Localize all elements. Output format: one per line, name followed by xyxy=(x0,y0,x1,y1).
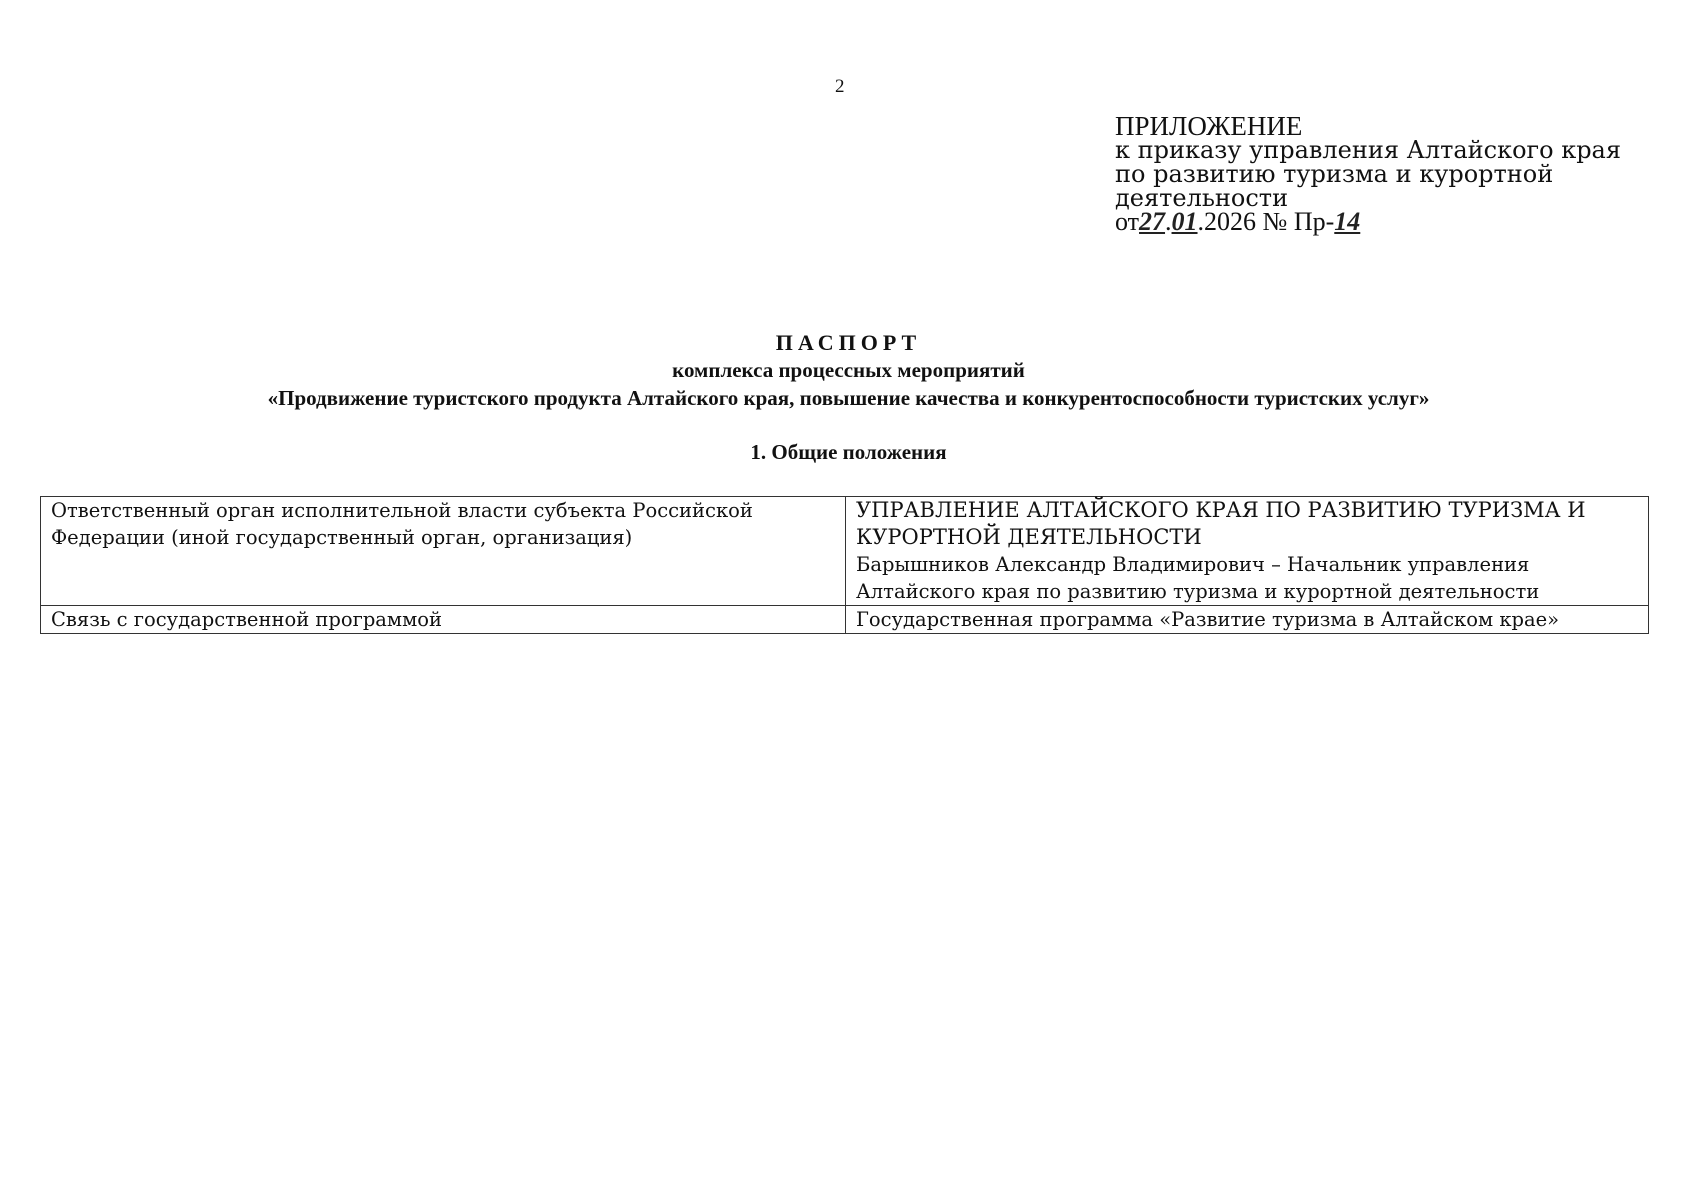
doc-subtitle: комплекса процессных мероприятий xyxy=(672,358,1025,382)
row-label: Ответственный орган исполнительной власти субъекта Российской Федерации (иной государственный орган, организация) xyxy=(41,497,846,606)
appendix-line: по развитию туризма и курортной xyxy=(1115,160,1554,188)
table-row xyxy=(41,497,1649,606)
appendix-line: деятельности xyxy=(1115,184,1289,212)
date-prefix: от xyxy=(1115,207,1140,236)
appendix-heading: ПРИЛОЖЕНИЕ xyxy=(1115,111,1303,141)
org-name: УПРАВЛЕНИЕ АЛТАЙСКОГО КРАЯ ПО РАЗВИТИЮ ТУРИЗМА И КУРОРТНОЙ ДЕЯТЕЛЬНОСТИ xyxy=(856,498,1586,549)
handwritten-month: 01 xyxy=(1171,207,1198,236)
page-number: 2 xyxy=(835,76,845,97)
org-head: Барышников Александр Владимирович – Начальник управления Алтайского края по развитию туризма и курортной деятельности xyxy=(856,553,1540,603)
row-label: Связь с государственной программой xyxy=(41,606,846,634)
section-heading: 1. Общие положения xyxy=(750,440,947,464)
handwritten-number: 14 xyxy=(1334,207,1361,236)
general-provisions-table xyxy=(40,496,1649,634)
doc-program-name: «Продвижение туристского продукта Алтайского края, повышение качества и конкурентоспособности туристских услуг» xyxy=(267,386,1430,410)
date-year: .2026 № Пр- xyxy=(1197,207,1335,236)
doc-title: ПАСПОРТ xyxy=(775,330,922,355)
appendix-date: от27.01.2026 № Пр-14 xyxy=(1115,207,1361,236)
appendix-line: к приказу управления Алтайского края xyxy=(1115,136,1622,164)
appendix-block xyxy=(1115,111,1622,236)
row-value: Государственная программа «Развитие туризма в Алтайском крае» xyxy=(846,606,1649,634)
table-row xyxy=(41,606,1649,634)
row-value xyxy=(846,497,1649,606)
handwritten-day: 27 xyxy=(1139,207,1166,236)
